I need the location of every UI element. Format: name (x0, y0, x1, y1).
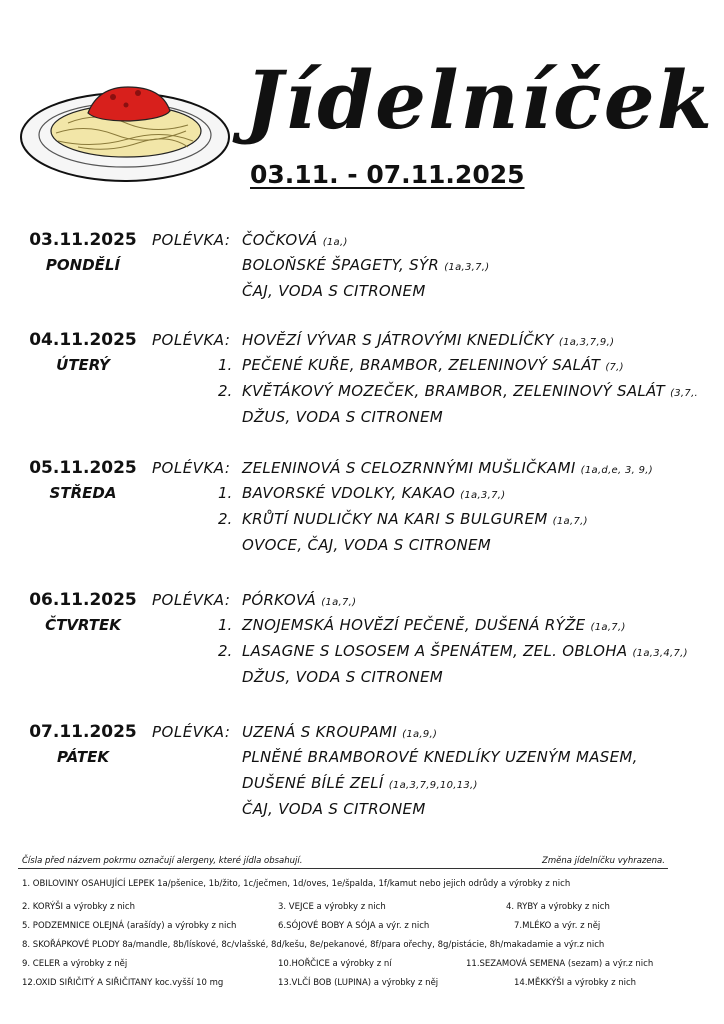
change-note: Změna jídelníčku vyhrazena. (542, 856, 665, 866)
allergen-11: 11.SEZAMOVÁ SEMENA (sezam) a výr.z nich (466, 959, 654, 969)
soup-label: POLÉVKA: (152, 591, 231, 609)
footer-divider (18, 868, 668, 869)
soup-item: UZENÁ S KROUPAMI (1a,9,) (242, 723, 438, 741)
soup-label: POLÉVKA: (152, 723, 231, 741)
day-date: 06.11.2025 (29, 590, 137, 610)
soup-label: POLÉVKA: (152, 231, 231, 249)
spaghetti-plate-icon (18, 75, 233, 185)
allergen-note: Čísla před názvem pokrmu označují alergeny, které jídla obsahují. (22, 856, 303, 866)
meal-number: 2. (218, 510, 233, 528)
soup-item: PÓRKOVÁ (1a,7,) (242, 591, 357, 609)
meal-item: PEČENÉ KUŘE, BRAMBOR, ZELENINOVÝ SALÁT (7,) (242, 356, 624, 374)
meal-number: 2. (218, 382, 233, 400)
allergen-6: 6.SÓJOVÉ BOBY A SÓJA a výr. z nich (278, 921, 430, 931)
page-title: Jídelníček (245, 53, 715, 147)
allergen-12: 12.OXID SIŘIČITÝ A SIŘIČITANY koc.vyšší 10 mg (22, 978, 224, 988)
allergen-10: 10.HOŘČICE a výrobky z ní (278, 959, 392, 969)
day-date: 05.11.2025 (29, 458, 137, 478)
meal-item: LASAGNE S LOSOSEM A ŠPENÁTEM, ZEL. OBLOHA (1a,3,4,7,) (242, 642, 688, 660)
allergen-1: 1. OBILOVINY OSAHUJÍCÍ LEPEK 1a/pšenice, 1b/žito, 1c/ječmen, 1d/oves, 1e/špalda, 1f/kamut nebo jejich odrůdy a výrobky z nich (22, 879, 571, 889)
allergen-7: 7.MLÉKO a výr. z něj (514, 921, 601, 931)
drink-item: ČAJ, VODA S CITRONEM (242, 282, 426, 300)
allergen-2: 2. KORÝŠI a výrobky z nich (22, 902, 135, 912)
allergen-3: 3. VEJCE a výrobky z nich (278, 902, 386, 912)
drink-item: DŽUS, VODA S CITRONEM (242, 408, 444, 426)
meal-item: KVĚTÁKOVÝ MOZEČEK, BRAMBOR, ZELENINOVÝ SALÁT (3,7,. (242, 382, 699, 400)
soup-item: ZELENINOVÁ S CELOZRNNÝMI MUŠLIČKAMI (1a,d,e, 3, 9,) (242, 459, 653, 477)
meal-number: 1. (218, 484, 233, 502)
date-range: 03.11. - 07.11.2025 (250, 160, 525, 189)
day-name: STŘEDA (49, 484, 117, 502)
meal-number: 1. (218, 616, 233, 634)
allergen-9: 9. CELER a výrobky z něj (22, 959, 128, 969)
allergen-13: 13.VLČÍ BOB (LUPINA) a výrobky z něj (278, 978, 439, 988)
meal-item: KRŮTÍ NUDLIČKY NA KARI S BULGUREM (1a,7,) (242, 510, 588, 528)
day-date: 07.11.2025 (29, 722, 137, 742)
drink-item: OVOCE, ČAJ, VODA S CITRONEM (242, 536, 492, 554)
meal-item: BOLOŇSKÉ ŠPAGETY, SÝR (1a,3,7,) (242, 256, 490, 274)
drink-item: ČAJ, VODA S CITRONEM (242, 800, 426, 818)
allergen-5: 5. PODZEMNICE OLEJNÁ (arašídy) a výrobky z nich (22, 921, 237, 931)
meal-number: 1. (218, 356, 233, 374)
soup-label: POLÉVKA: (152, 459, 231, 477)
soup-label: POLÉVKA: (152, 331, 231, 349)
meal-item: DUŠENÉ BÍLÉ ZELÍ (1a,3,7,9,10,13,) (242, 774, 478, 792)
day-name: PONDĚLÍ (45, 256, 121, 274)
day-name: PÁTEK (57, 748, 109, 766)
soup-item: HOVĚZÍ VÝVAR S JÁTROVÝMI KNEDLÍČKY (1a,3,7,9,) (242, 331, 615, 349)
day-name: ČTVRTEK (45, 616, 121, 634)
soup-item: ČOČKOVÁ (1a,) (242, 231, 348, 249)
allergen-4: 4. RYBY a výrobky z nich (506, 902, 610, 912)
allergen-8: 8. SKOŘÁPKOVÉ PLODY 8a/mandle, 8b/lískové, 8c/vlašské, 8d/kešu, 8e/pekanové, 8f/para ořechy, 8g/pistácie, 8h/makadamie a výr.z nich (22, 940, 605, 950)
day-date: 04.11.2025 (29, 330, 137, 350)
meal-item: ZNOJEMSKÁ HOVĚZÍ PEČENĚ, DUŠENÁ RÝŽE (1a,7,) (242, 616, 626, 634)
meal-number: 2. (218, 642, 233, 660)
allergen-14: 14.MĚKKÝŠI a výrobky z nich (514, 978, 637, 988)
day-name: ÚTERÝ (56, 356, 110, 374)
meal-item: BAVORSKÉ VDOLKY, KAKAO (1a,3,7,) (242, 484, 506, 502)
meal-item: PLNĚNÉ BRAMBOROVÉ KNEDLÍKY UZENÝM MASEM, (242, 748, 638, 766)
drink-item: DŽUS, VODA S CITRONEM (242, 668, 444, 686)
day-date: 03.11.2025 (29, 230, 137, 250)
